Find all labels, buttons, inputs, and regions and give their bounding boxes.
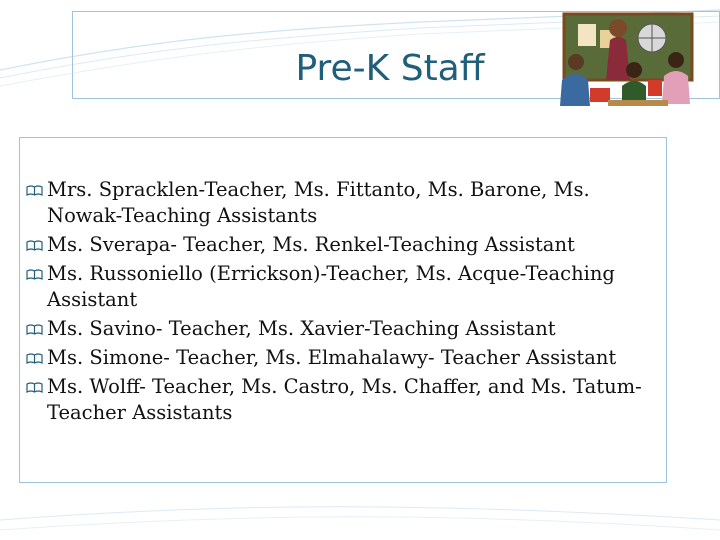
list-item-text: Ms. Simone- Teacher, Ms. Elmahalawy- Teacher Assistant	[47, 346, 617, 369]
book-icon	[26, 353, 43, 364]
list-item	[26, 261, 666, 313]
list-item-text: Ms. Russoniello (Errickson)-Teacher, Ms. Acque-Teaching Assistant	[47, 262, 615, 311]
list-item-text: Ms. Wolff- Teacher, Ms. Castro, Ms. Chaffer, and Ms. Tatum-Teacher Assistants	[47, 375, 642, 424]
list-item	[26, 316, 666, 342]
slide-title: Pre-K Staff	[295, 48, 485, 89]
book-icon	[26, 240, 43, 251]
book-icon	[26, 185, 43, 196]
list-item	[26, 177, 666, 229]
list-item	[26, 374, 666, 426]
list-item-text: Ms. Sverapa- Teacher, Ms. Renkel-Teaching Assistant	[47, 233, 575, 256]
list-item-text: Mrs. Spracklen-Teacher, Ms. Fittanto, Ms. Barone, Ms. Nowak-Teaching Assistants	[47, 178, 590, 227]
list-item-text: Ms. Savino- Teacher, Ms. Xavier-Teaching Assistant	[47, 317, 556, 340]
book-icon	[26, 324, 43, 335]
list-item	[26, 345, 666, 371]
book-icon	[26, 269, 43, 280]
classroom-clipart-icon	[548, 0, 720, 118]
list-item	[26, 232, 666, 258]
staff-list	[26, 177, 666, 429]
book-icon	[26, 382, 43, 393]
